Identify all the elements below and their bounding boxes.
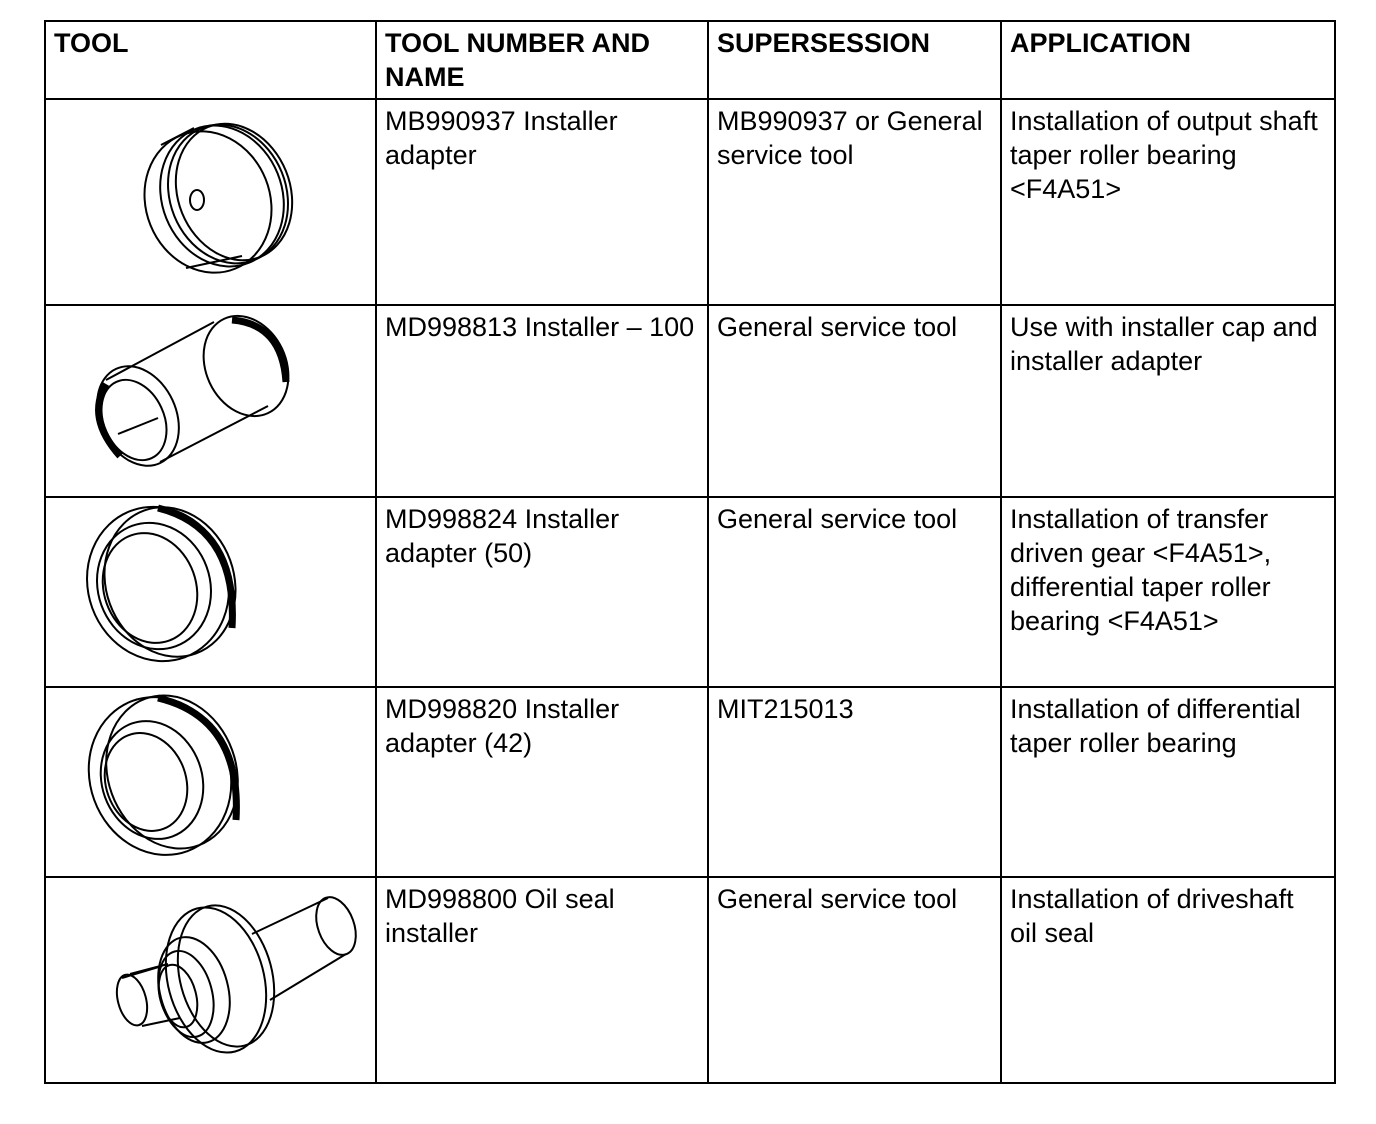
table-row xyxy=(45,687,1335,877)
tool-number-and-name: MD998820 Installer adapter (42) xyxy=(376,687,708,877)
supersession: General service tool xyxy=(708,877,1001,1083)
oil-seal-installer-icon xyxy=(46,878,377,1078)
application: Use with installer cap and installer adapter xyxy=(1001,305,1335,497)
table-row xyxy=(45,99,1335,305)
installer-cylinder-icon xyxy=(46,306,377,492)
table-row xyxy=(45,877,1335,1083)
supersession: MIT215013 xyxy=(708,687,1001,877)
application: Installation of differential taper roller bearing xyxy=(1001,687,1335,877)
installer-adapter-ring-icon xyxy=(46,688,377,874)
tool-image-cell xyxy=(45,497,376,687)
header-tool: TOOL xyxy=(45,21,376,99)
table-row xyxy=(45,305,1335,497)
header-tool-number-and-name: TOOL NUMBER AND NAME xyxy=(376,21,708,99)
application: Installation of driveshaft oil seal xyxy=(1001,877,1335,1083)
tool-image-cell xyxy=(45,877,376,1083)
tool-image-cell xyxy=(45,687,376,877)
special-tools-table xyxy=(44,20,1336,1084)
tool-image-cell xyxy=(45,99,376,305)
supersession: MB990937 or General service tool xyxy=(708,99,1001,305)
tool-number-and-name: MD998813 Installer – 100 xyxy=(376,305,708,497)
tool-image-cell xyxy=(45,305,376,497)
header-row xyxy=(45,21,1335,99)
application: Installation of output shaft taper roller bearing <F4A51> xyxy=(1001,99,1335,305)
tool-number-and-name: MD998824 Installer adapter (50) xyxy=(376,497,708,687)
supersession: General service tool xyxy=(708,305,1001,497)
installer-adapter-disc-icon xyxy=(46,100,377,300)
application: Installation of transfer driven gear <F4A51>, differential taper roller bearing <F4A51> xyxy=(1001,497,1335,687)
installer-adapter-ring-icon xyxy=(46,498,377,684)
supersession: General service tool xyxy=(708,497,1001,687)
header-application: APPLICATION xyxy=(1001,21,1335,99)
table-row xyxy=(45,497,1335,687)
tool-number-and-name: MB990937 Installer adapter xyxy=(376,99,708,305)
tool-number-and-name: MD998800 Oil seal installer xyxy=(376,877,708,1083)
header-supersession: SUPERSESSION xyxy=(708,21,1001,99)
